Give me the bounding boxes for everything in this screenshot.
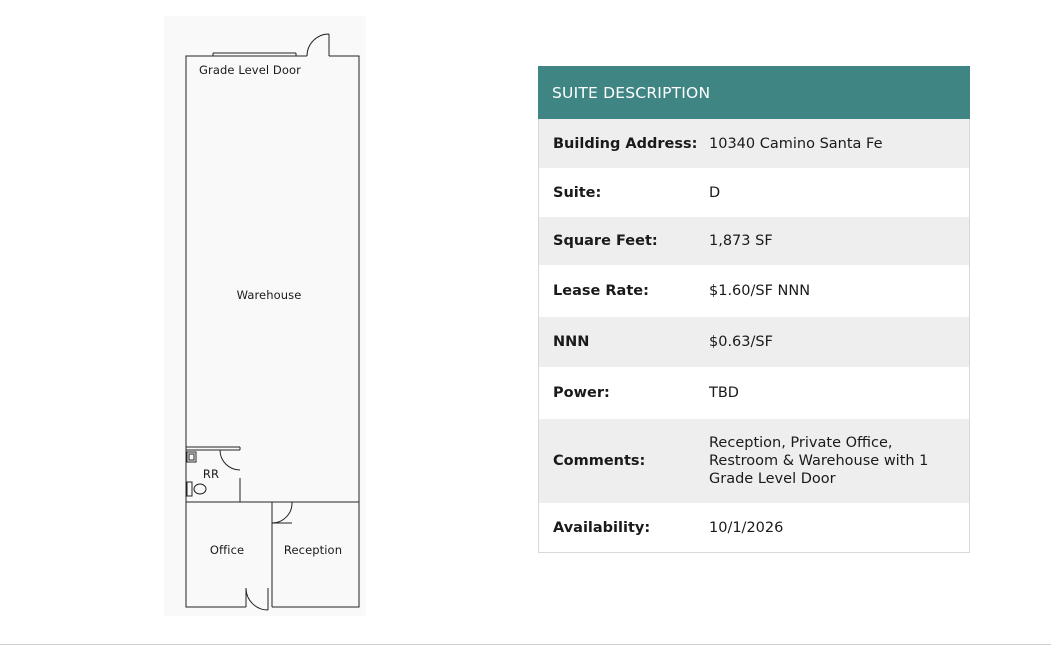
door-swing (307, 34, 329, 56)
row-value: $1.60/SF NNN (709, 283, 811, 299)
outer-wall (272, 56, 359, 607)
table-row-square-feet (539, 217, 969, 265)
warehouse-label: Warehouse (236, 288, 302, 302)
restroom-label: RR (202, 467, 220, 481)
floor-plan (164, 16, 366, 616)
floor-plan-drawing (164, 16, 366, 616)
door-swing (220, 450, 240, 470)
row-label: Availability: (553, 519, 651, 536)
door-swing (246, 588, 268, 610)
row-label: Comments: (553, 453, 646, 469)
row-value: 10340 Camino Santa Fe (709, 135, 883, 152)
table-row-suite (539, 168, 969, 217)
table-row-comments (539, 419, 969, 503)
table-header: SUITE DESCRIPTION (538, 66, 970, 119)
row-label: NNN (553, 334, 590, 350)
row-label: Power: (553, 385, 610, 401)
door-swing (272, 502, 292, 523)
table-row-nnn (539, 317, 969, 367)
toilet-icon (187, 482, 192, 496)
row-value: Reception, Private Office, Restroom & Warehouse with 1 Grade Level Door (709, 435, 929, 487)
table-row-lease-rate (539, 265, 969, 317)
row-value: $0.63/SF (709, 334, 773, 350)
row-value: D (709, 184, 721, 201)
row-value: 10/1/2026 (709, 519, 784, 536)
row-label: Lease Rate: (553, 283, 649, 299)
table-row-building-address (539, 119, 969, 168)
suite-description-table (538, 66, 970, 553)
row-value: TBD (709, 385, 739, 401)
row-value: 1,873 SF (709, 233, 773, 249)
row-label: Square Feet: (553, 233, 658, 249)
row-label: Suite: (553, 184, 602, 201)
table-row-availability (539, 503, 969, 552)
row-label: Building Address: (553, 135, 698, 152)
page-divider (0, 644, 1051, 645)
table-row-power (539, 367, 969, 419)
grade-level-door-label: Grade Level Door (199, 63, 301, 77)
office-label: Office (209, 543, 245, 557)
reception-label: Reception (283, 543, 343, 557)
outer-wall (186, 56, 246, 607)
